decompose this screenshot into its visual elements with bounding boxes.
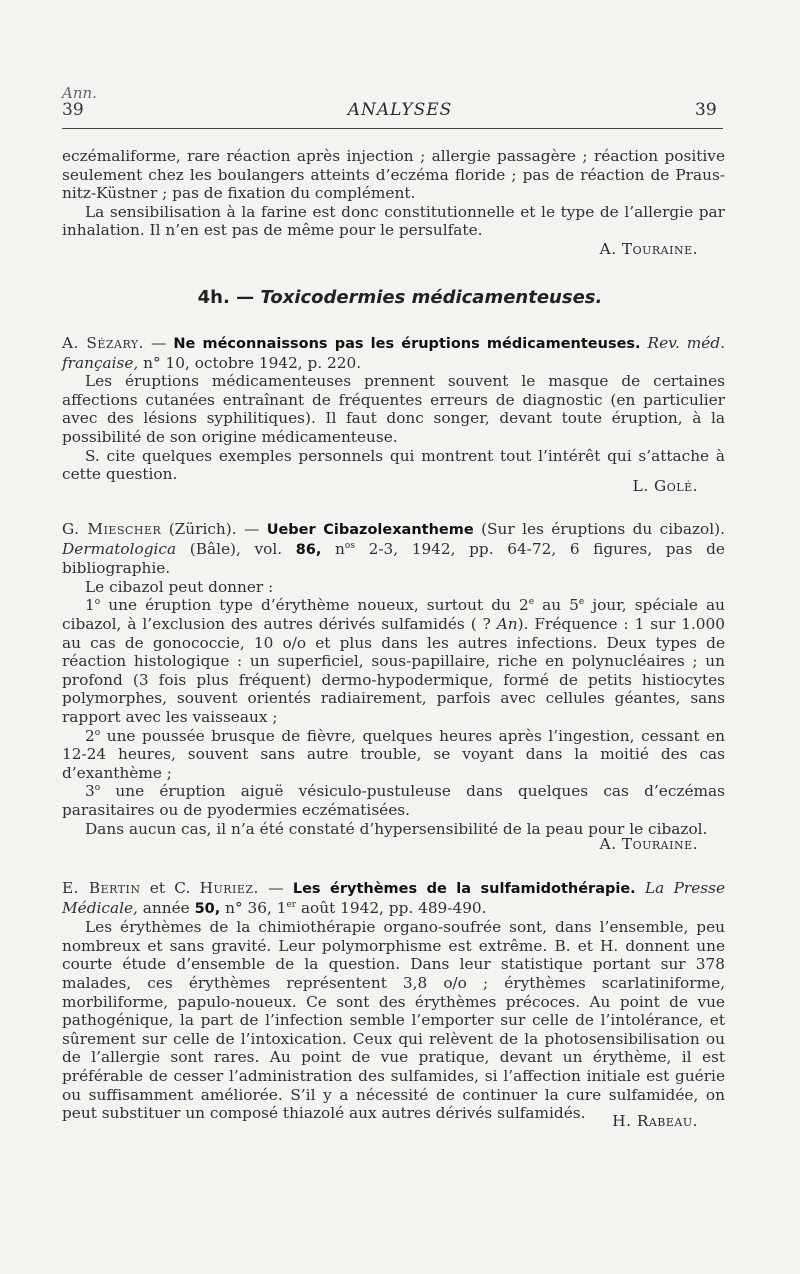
section-dash: — xyxy=(236,287,255,308)
list-number: 1 xyxy=(85,596,95,615)
author: E. Bertin xyxy=(62,879,141,897)
reference: n xyxy=(335,539,345,558)
superscript: e xyxy=(528,597,535,608)
section-title: Toxicodermies médicamenteuses. xyxy=(260,287,603,308)
city: (Zürich). xyxy=(168,520,237,538)
superscript: o xyxy=(94,597,101,608)
paragraph-text: S. cite quelques exemples personnels qui montrent tout l’intérêt qui s’attache à cette question. xyxy=(62,446,725,484)
journal: La Presse Médicale, xyxy=(62,879,726,917)
paragraph-text xyxy=(62,596,725,726)
list-number: 2 xyxy=(85,726,95,745)
superscript: o xyxy=(94,727,101,738)
dash: — xyxy=(268,879,284,897)
signature: A. Touraine. xyxy=(599,835,698,853)
entry-bertin-huriez xyxy=(62,879,725,1123)
reference: 2-3, 1942, pp. 64-72, 6 figures, pas de bibliographie. xyxy=(62,539,725,578)
text: une poussée brusque de fièvre, quelques heures après l’ingestion, cessant en 12-24 heures, souvent sans autre trouble, se voyant dans la moitié des cas d’exanthème ; xyxy=(62,726,725,782)
article-title: Ne méconnaissons pas les éruptions médicamenteuses. xyxy=(173,336,641,352)
paragraph-text: Les éruptions médicamenteuses prennent souvent le masque de certaines affections cutanées entraînant de fréquentes erreurs de diagnostic (en particulier avec des lésions syphilitiques). Il faut donc songer, devant toute éruption, à la possibilité de son origine médicamenteuse. xyxy=(62,372,725,446)
section-heading xyxy=(0,287,800,308)
reference: n° 10, octobre 1942, p. 220. xyxy=(143,353,362,372)
paragraph-text: Le cibazol peut donner : xyxy=(85,577,274,596)
journal: Rev. méd. française, xyxy=(62,334,725,372)
reference: août 1942, pp. 489-490. xyxy=(296,898,487,917)
volume: 86, xyxy=(295,541,322,558)
entry-miescher xyxy=(62,520,725,838)
author: G. Miescher xyxy=(62,520,162,538)
article-title: Les érythèmes de la sulfamidothérapie. xyxy=(292,881,636,897)
page-number-left: 39 xyxy=(62,100,84,120)
reference: année xyxy=(142,898,190,917)
running-title: ANALYSES xyxy=(347,100,453,120)
signature: L. Golé. xyxy=(632,477,698,495)
reference: n° 36, 1 xyxy=(220,898,287,917)
text: ). Fréquence : 1 sur 1.000 au cas de gonococcie, 10 o/o et plus dans les autres infections. Deux types de réaction histologique : un superficiel, sous-papillaire, riche en polynucléaires ; un profond (3 fois plus fréquent) dermo-hypodermique, formé de petits histiocytes polymorphes, souvent orientés radiairement, parfois avec cellules géantes, sans rapport avec les vaisseaux ; xyxy=(62,614,726,726)
dash: — xyxy=(244,520,260,538)
text: une éruption aiguë vésiculo-pustuleuse dans quelques cas d’eczémas parasitaires ou de pyodermies eczématisées. xyxy=(62,782,725,819)
text: et C. xyxy=(140,879,200,897)
signature: H. Rabeau. xyxy=(612,1112,698,1130)
citation xyxy=(62,520,725,578)
paragraph-text xyxy=(62,782,725,819)
author: Huriez. xyxy=(199,879,259,897)
paragraph-text: Les érythèmes de la chimiothérapie organo-soufrée sont, dans l’ensemble, peu nombreux et sans gravité. Leur polymorphisme est extrême. B. et H. donnent une courte étude d’ensemble de la question. Dans leur statistique portant sur 378 malades, ces érythèmes représentent 3,8 o/o ; érythèmes scarlatiniforme, morbiliforme, papulo-noueux. Ce sont des érythèmes précoces. Au point de vue pathogénique, la part de l’infection semble l’emporter sur celle de l’intolérance, et sûrement sur celle de l’intoxication. Ceux qui relèvent de la photosensibilisation ou de l’allergie sont rares. Au point de vue pratique, devant un érythème, il est préférable de cesser l’administration des sulfamides, si l’affection initiale est guérie ou suffisamment améliorée. S’il y a nécessité de continuer la cure sulfamidée, on peut substituer un composé thiazolé aux autres dérivés sulfamidés. xyxy=(62,918,725,1123)
superscript: er xyxy=(286,899,297,910)
paragraph-text: Dans aucun cas, il n’a été constaté d’hypersensibilité de la peau pour le cibazol. xyxy=(85,819,708,838)
text: au 5 xyxy=(534,596,579,615)
citation xyxy=(62,879,725,918)
paragraph-text xyxy=(62,727,725,783)
text: An xyxy=(496,614,518,633)
author: A. Sézary. xyxy=(62,334,145,352)
superscript: os xyxy=(344,540,355,551)
paragraph-text: La sensibilisation à la farine est donc constitutionnelle et le type de l’allergie par inhalation. Il n’en est pas de même pour le persulfate. xyxy=(62,202,725,240)
article-title: Ueber Cibazolexantheme xyxy=(266,522,474,538)
header-rule xyxy=(62,128,723,129)
page-number-right: 39 xyxy=(695,100,717,120)
subtitle: (Sur les éruptions du cibazol). xyxy=(481,520,725,538)
paragraph-text: eczémaliforme, rare réaction après injection ; allergie passagère ; réaction positive seulement chez les boulangers atteints d’eczéma floride ; pas de réaction de Praus-nitz-Küstner ; pas de fixation du complément. xyxy=(62,147,725,203)
section-number: 4h. xyxy=(197,287,230,308)
paragraph xyxy=(62,147,725,240)
list-number: 3 xyxy=(85,782,95,801)
superscript: e xyxy=(578,597,585,608)
text: une éruption type d’érythème noueux, surtout du 2 xyxy=(100,596,529,615)
header-annotation: Ann. xyxy=(62,84,97,102)
dash: — xyxy=(151,334,167,352)
year: 50, xyxy=(194,900,221,917)
citation xyxy=(62,334,725,372)
superscript: o xyxy=(94,783,101,794)
journal: Dermatologica xyxy=(62,539,177,558)
reference: (Bâle), vol. xyxy=(189,539,283,558)
entry-sezary xyxy=(62,334,725,484)
text: jour, spéciale au cibazol, à l’exclusion des autres dérivés sulfamidés ( ? xyxy=(62,596,725,633)
signature: A. Touraine. xyxy=(599,240,698,258)
